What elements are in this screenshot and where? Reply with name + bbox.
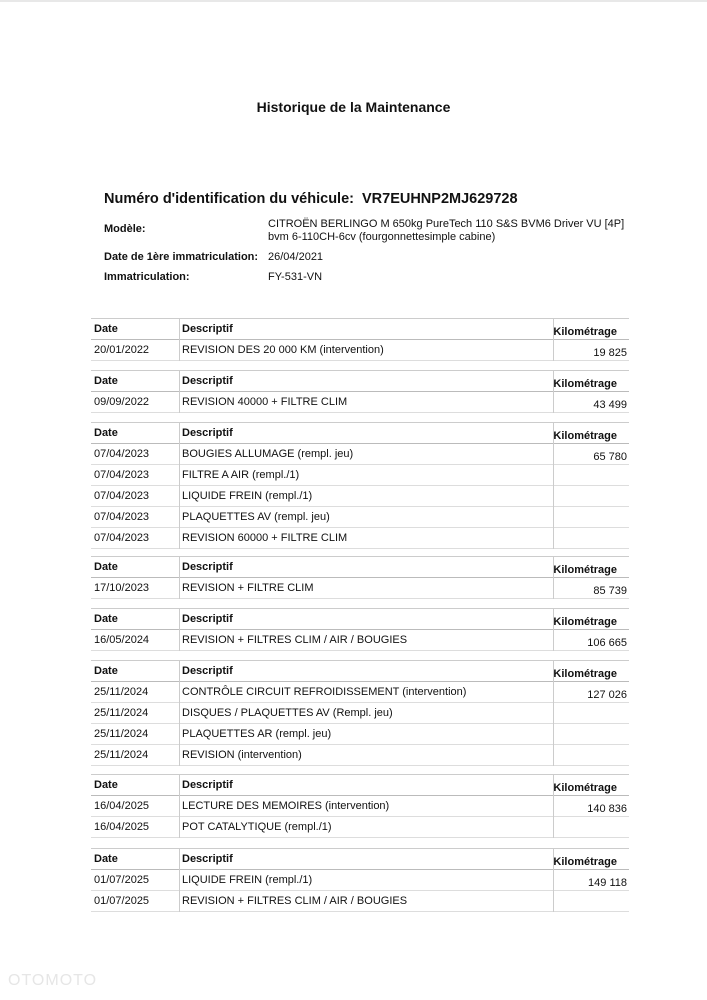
vin-label: Numéro d'identification du véhicule:: [104, 191, 354, 207]
group-header: [91, 370, 629, 392]
table-row: [91, 870, 629, 891]
maintenance-group: [91, 370, 629, 413]
header-kilometrage: Kilométrage: [553, 856, 617, 868]
group-header: [91, 556, 629, 578]
header-date: Date: [94, 779, 118, 791]
column-divider: [179, 422, 180, 549]
header-descriptif: Descriptif: [182, 375, 233, 387]
row-date: 25/11/2024: [94, 686, 149, 698]
model-label: Modèle:: [104, 223, 146, 235]
table-row: [91, 528, 629, 549]
maintenance-group: [91, 660, 629, 766]
table-row: [91, 444, 629, 465]
maintenance-group: [91, 556, 629, 599]
row-descriptif: BOUGIES ALLUMAGE (rempl. jeu): [182, 448, 354, 460]
header-descriptif: Descriptif: [182, 561, 233, 573]
header-kilometrage: Kilométrage: [553, 616, 617, 628]
row-descriptif: REVISION 60000 + FILTRE CLIM: [182, 532, 348, 544]
header-date: Date: [94, 853, 118, 865]
row-descriptif: REVISION 40000 + FILTRE CLIM: [182, 396, 348, 408]
row-descriptif: REVISION (intervention): [182, 749, 302, 761]
table-row: [91, 745, 629, 766]
vin-line: [104, 191, 518, 207]
row-kilometrage: 149 118: [588, 877, 627, 889]
table-row: [91, 703, 629, 724]
header-kilometrage: Kilométrage: [553, 668, 617, 680]
header-descriptif: Descriptif: [182, 665, 233, 677]
column-divider: [179, 660, 180, 766]
row-descriptif: PLAQUETTES AR (rempl. jeu): [182, 728, 332, 740]
row-date: 01/07/2025: [94, 874, 150, 886]
row-date: 25/11/2024: [94, 707, 149, 719]
header-date: Date: [94, 323, 118, 335]
row-date: 09/09/2022: [94, 396, 150, 408]
row-kilometrage: 106 665: [587, 637, 627, 649]
row-date: 07/04/2023: [94, 532, 150, 544]
row-kilometrage: 65 780: [593, 451, 627, 463]
watermark: OTOMOTO: [8, 972, 98, 989]
column-divider: [553, 370, 554, 413]
group-header: [91, 848, 629, 870]
model-line-1: CITROËN BERLINGO M 650kg PureTech 110 S&S BVM6 Driver VU [4P]: [268, 218, 625, 230]
maintenance-group: [91, 848, 629, 912]
column-divider: [553, 774, 554, 838]
row-kilometrage: 140 836: [587, 803, 627, 815]
row-date: 25/11/2024: [94, 749, 149, 761]
row-descriptif: DISQUES / PLAQUETTES AV (Rempl. jeu): [182, 707, 393, 719]
model-line-2: bvm 6-110CH-6cv (fourgonnettesimple cabine): [268, 231, 496, 243]
plate-value: FY-531-VN: [268, 271, 323, 283]
column-divider: [179, 318, 180, 361]
row-date: 07/04/2023: [94, 511, 150, 523]
group-header: [91, 318, 629, 340]
row-date: 16/05/2024: [94, 634, 150, 646]
table-row: [91, 465, 629, 486]
column-divider: [553, 556, 554, 599]
header-kilometrage: Kilométrage: [553, 430, 617, 442]
header-descriptif: Descriptif: [182, 323, 233, 335]
header-date: Date: [94, 427, 118, 439]
table-row: [91, 392, 629, 413]
maintenance-group: [91, 608, 629, 651]
header-kilometrage: Kilométrage: [553, 326, 617, 338]
row-descriptif: REVISION + FILTRES CLIM / AIR / BOUGIES: [182, 895, 408, 907]
row-kilometrage: 85 739: [593, 585, 627, 597]
column-divider: [179, 370, 180, 413]
table-row: [91, 817, 629, 838]
header-descriptif: Descriptif: [182, 853, 233, 865]
table-row: [91, 630, 629, 651]
column-divider: [553, 848, 554, 912]
header-descriptif: Descriptif: [182, 779, 233, 791]
row-kilometrage: 19 825: [593, 347, 627, 359]
table-row: [91, 340, 629, 361]
table-row: [91, 578, 629, 599]
header-kilometrage: Kilométrage: [553, 378, 617, 390]
row-descriptif: POT CATALYTIQUE (rempl./1): [182, 821, 332, 833]
row-date: 07/04/2023: [94, 469, 150, 481]
table-row: [91, 682, 629, 703]
row-kilometrage: 43 499: [593, 399, 627, 411]
page-title: Historique de la Maintenance: [256, 99, 451, 115]
row-kilometrage: 127 026: [587, 689, 627, 701]
row-descriptif: REVISION DES 20 000 KM (intervention): [182, 344, 384, 356]
column-divider: [553, 608, 554, 651]
column-divider: [553, 422, 554, 549]
group-header: [91, 660, 629, 682]
registration-date-label: Date de 1ère immatriculation:: [104, 251, 259, 263]
maintenance-group: [91, 422, 629, 549]
registration-date-value: 26/04/2021: [268, 251, 324, 263]
table-row: [91, 507, 629, 528]
column-divider: [179, 556, 180, 599]
group-header: [91, 608, 629, 630]
header-kilometrage: Kilométrage: [553, 564, 617, 576]
row-date: 16/04/2025: [94, 800, 150, 812]
row-descriptif: LIQUIDE FREIN (rempl./1): [182, 874, 313, 886]
row-date: 20/01/2022: [94, 344, 150, 356]
header-date: Date: [94, 665, 118, 677]
row-date: 07/04/2023: [94, 490, 150, 502]
row-descriptif: CONTRÔLE CIRCUIT REFROIDISSEMENT (intervention): [182, 686, 467, 698]
row-descriptif: LIQUIDE FREIN (rempl./1): [182, 490, 313, 502]
column-divider: [553, 660, 554, 766]
row-descriptif: REVISION + FILTRE CLIM: [182, 582, 314, 594]
model-value: [268, 218, 624, 244]
row-descriptif: LECTURE DES MEMOIRES (intervention): [182, 800, 390, 812]
table-row: [91, 486, 629, 507]
header-descriptif: Descriptif: [182, 427, 233, 439]
header-date: Date: [94, 613, 118, 625]
table-row: [91, 724, 629, 745]
maintenance-group: [91, 774, 629, 838]
row-descriptif: PLAQUETTES AV (rempl. jeu): [182, 511, 330, 523]
row-date: 01/07/2025: [94, 895, 150, 907]
group-header: [91, 774, 629, 796]
row-date: 16/04/2025: [94, 821, 150, 833]
row-date: 07/04/2023: [94, 448, 150, 460]
maintenance-group: [91, 318, 629, 361]
table-row: [91, 796, 629, 817]
vin-value: VR7EUHNP2MJ629728: [361, 191, 518, 207]
row-descriptif: REVISION + FILTRES CLIM / AIR / BOUGIES: [182, 634, 408, 646]
row-date: 17/10/2023: [94, 582, 150, 594]
row-descriptif: FILTRE A AIR (rempl./1): [182, 469, 300, 481]
column-divider: [179, 608, 180, 651]
row-date: 25/11/2024: [94, 728, 149, 740]
header-date: Date: [94, 561, 118, 573]
table-row: [91, 891, 629, 912]
page-edge: [0, 0, 707, 2]
header-descriptif: Descriptif: [182, 613, 233, 625]
column-divider: [179, 848, 180, 912]
column-divider: [553, 318, 554, 361]
plate-label: Immatriculation:: [104, 271, 190, 283]
header-kilometrage: Kilométrage: [553, 782, 617, 794]
group-header: [91, 422, 629, 444]
header-date: Date: [94, 375, 118, 387]
column-divider: [179, 774, 180, 838]
